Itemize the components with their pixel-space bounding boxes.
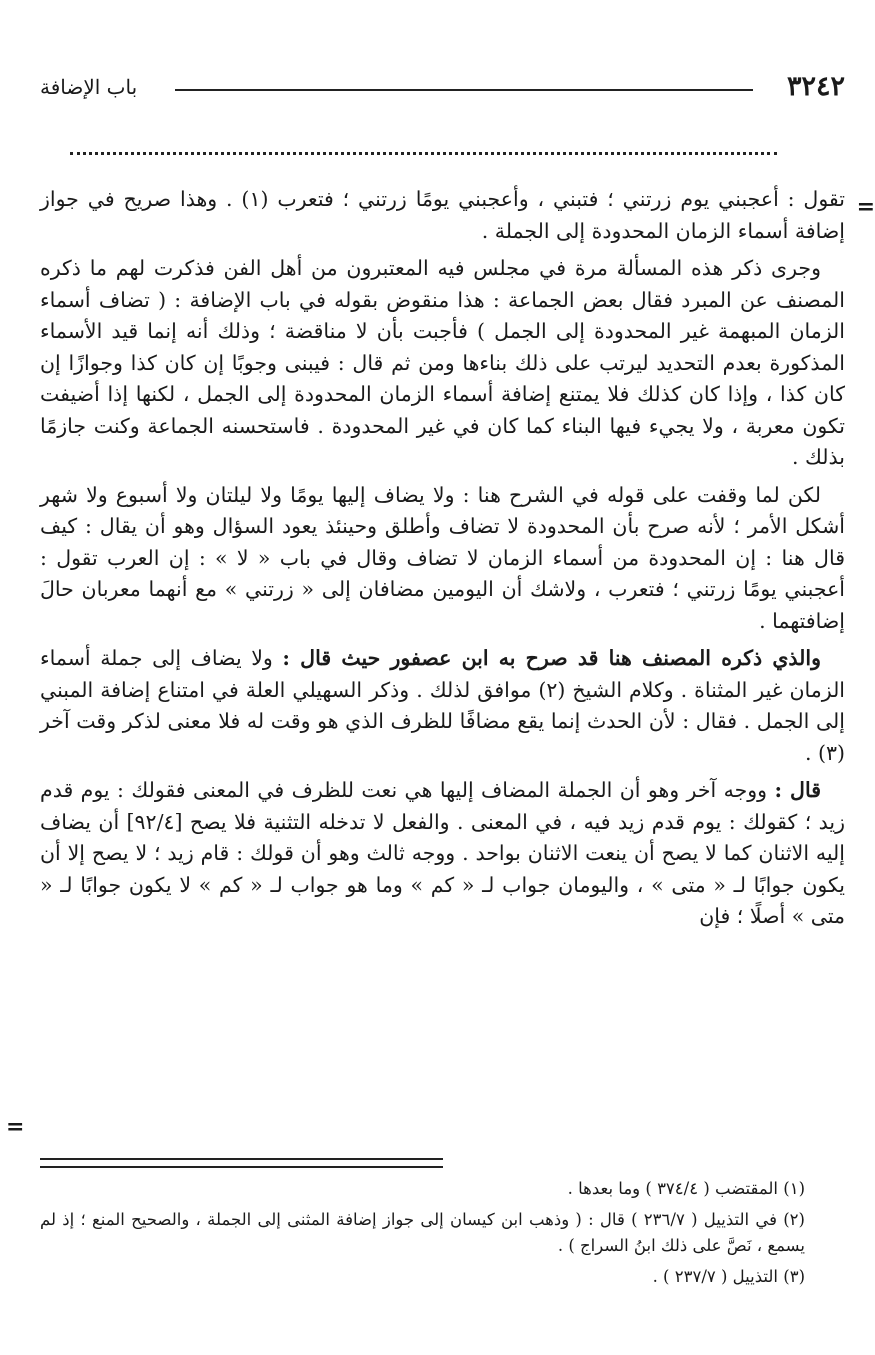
paragraph-text: وجرى ذكر هذه المسألة مرة في مجلس فيه المعتبرون من أهل الفن فذكرت لهم ما ذكره المصنف عن المبرد فقال بعض الجماعة : هذا منقوض بقوله في باب الإضافة : ( تضاف أسماء الزمان المبهمة غير المحدودة إلى الجمل ) فأجبت بأن لا مناقضة ؛ وذلك أنه إنما قيد الأسماء المذكورة بعدم التحديد ليرتب على ذلك بناءها ومن ثم قال : فيبنى وجوبًا إن كان كذا وجوازًا إن كان كذا ، وإذا كان كذلك فلا يمتنع إضافة أسماء الزمان المحدودة إلى الجمل ، لكنها إذا أضيفت تكون معربة ، ولا يجيء فيها البناء كما كان في غير المحدودة . فاستحسنه الجماعة وكنت جازمًا بذلك . [40, 256, 845, 469]
header-rule [175, 89, 753, 91]
footnote: (١) المقتضب ( ٣٧٤/٤ ) وما بعدها . [567, 1179, 805, 1198]
page-header [40, 70, 845, 110]
dotted-separator [70, 152, 777, 155]
footnote: (٣) التذييل ( ٢٣٧/٧ ) . [652, 1266, 805, 1286]
paragraph [40, 775, 845, 933]
continuation-mark-end: = [6, 1114, 25, 1140]
paragraph-lead: والذي ذكره المصنف هنا قد صرح به ابن عصفور حيث قال : [282, 646, 821, 670]
paragraph [40, 480, 845, 638]
paragraph-lead: قال : [774, 778, 821, 802]
main-text [40, 184, 845, 939]
paragraph-text: تقول : أعجبني يوم زرتني ؛ فتبني ، وأعجبني يومًا زرتني ؛ فتعرب (١) . وهذا صريح في جواز إضافة أسماء الزمان المحدودة إلى الجملة . [40, 187, 845, 243]
section-title: باب الإضافة [40, 75, 138, 99]
paragraph [40, 643, 845, 769]
paragraph-text: ووجه آخر وهو أن الجملة المضاف إليها هي نعت للظرف في المعنى فقولك : يوم قدم زيد ؛ كقولك : يوم قدم زيد فيه ، في المعنى . والفعل لا تدخله التثنية فلا يصح [٩٢/٤] أن يضاف إليه الاثنان كما لا يصح أن ينعت الاثنان بواحد . ووجه ثالث وهو أن قولك : قام زيد ؛ لا يصح إلا أن يكون جوابًا لـ « متى » ، واليومان جواب لـ « كم » وما هو جواب لـ « كم » لا يكون جوابًا لـ « متى » أصلًا ؛ فإن [40, 778, 845, 928]
paragraph-text: لكن لما وقفت على قوله في الشرح هنا : ولا يضاف إليها يومًا ولا ليلتان ولا أسبوع ولا شهر أشكل الأمر ؛ لأنه صرح بأن المحدودة لا تضاف وأطلق وحينئذ يعود السؤال وهو أن يقال : كيف قال هنا : إن المحدودة من أسماء الزمان لا تضاف وقال في باب « لا » : إن العرب تقول : أعجبني يومًا زرتني ؛ فتعرب ، ولاشك أن اليومين مضافان إلى « زرتني » مع أنهما معربان حالَ إضافتهما . [40, 482, 845, 633]
paragraph [40, 253, 845, 474]
footnotes [40, 1176, 805, 1294]
continuation-mark-start: = [856, 194, 875, 220]
book-page [6, 0, 875, 1355]
footnote: (٢) في التذييل ( ٢٣٦/٧ ) قال : ( وذهب ابن كيسان إلى جواز إضافة المثنى إلى الجملة ، والصحيح المنع ؛ إذ لم يسمع ، نَصَّ على ذلك ابنُ السراج ) . [40, 1209, 805, 1255]
paragraph-text: ولا يضاف إلى جملة أسماء الزمان غير المثناة . وكلام الشيخ (٢) موافق لذلك . وذكر السهيلي العلة في امتناع إضافة المبني إلى الجمل . فقال : لأن الحدث إنما يقع مضافًا للظرف الذي هو وقت له فلا معنى لذكر وقت آخر (٣) . [40, 646, 846, 765]
page-number: ٣٢٤٢ [786, 71, 845, 102]
paragraph [40, 184, 845, 247]
footnote-separator [40, 1158, 443, 1168]
